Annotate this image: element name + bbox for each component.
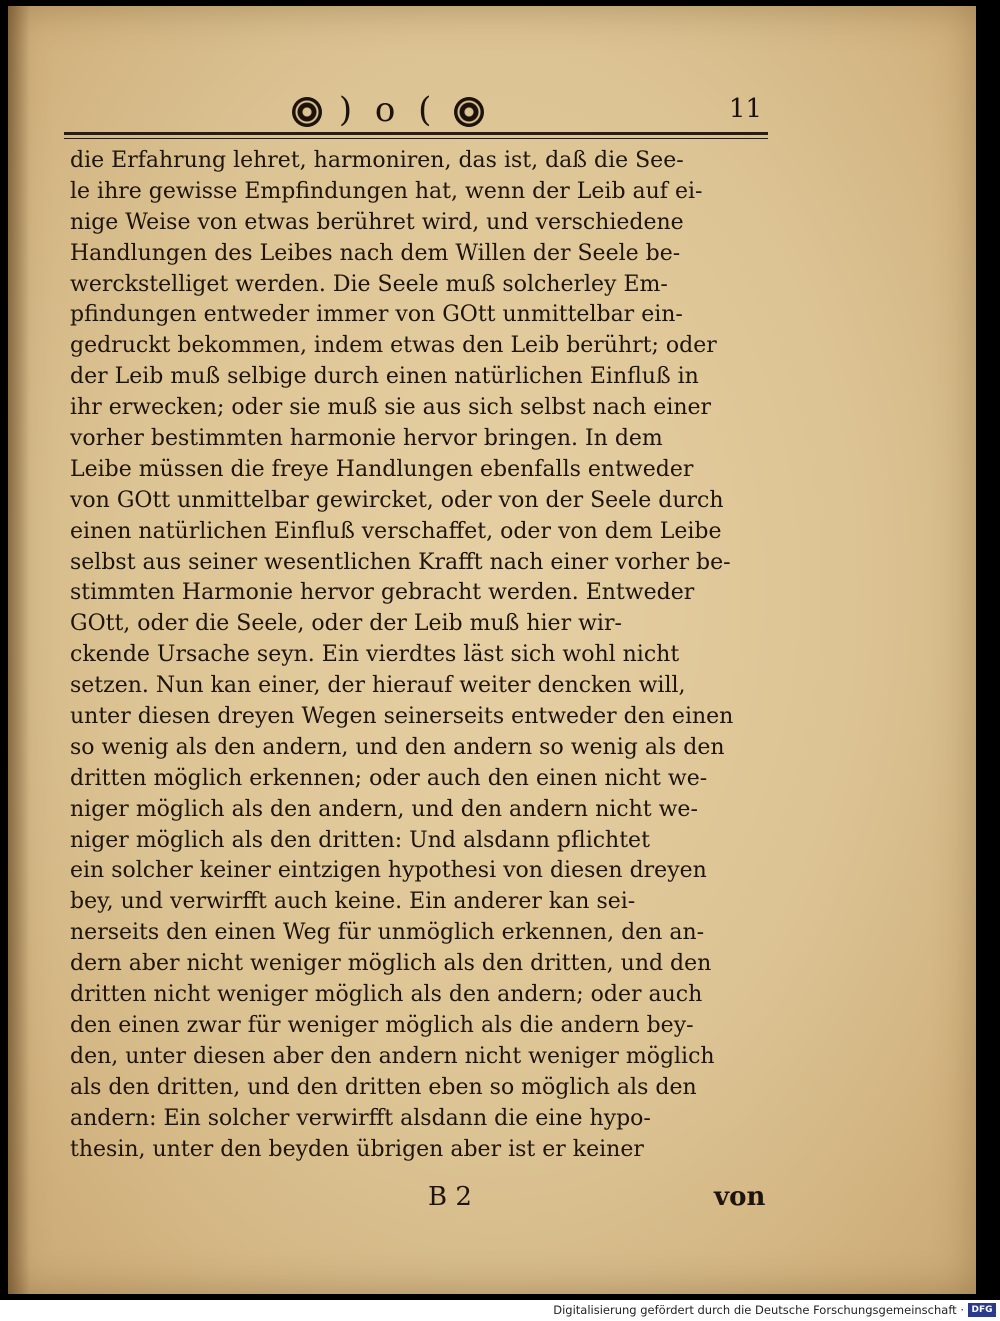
text-line: ckende Ursache seyn. Ein vierdtes läst sich wohl nicht <box>70 642 680 668</box>
dfg-logo: DFG <box>968 1303 996 1317</box>
text-line: nerseits den einen Weg für unmöglich erkennen, den an- <box>70 920 705 946</box>
text-line: dritten nicht weniger möglich als den andern; oder auch <box>70 982 703 1008</box>
text-line: pfindungen entweder immer von GOtt unmittelbar ein- <box>70 302 683 328</box>
text-line: den, unter diesen aber den andern nicht weniger möglich <box>70 1043 715 1069</box>
text-line: Leibe müssen die freye Handlungen ebenfalls entweder <box>70 456 694 482</box>
text-line: GOtt, oder die Seele, oder der Leib muß hier wir- <box>70 611 622 637</box>
text-line: der Leib muß selbige durch einen natürlichen Einfluß in <box>70 364 699 390</box>
text-line: werckstelliget werden. Die Seele muß solcherley Em- <box>70 271 668 297</box>
text-line: vorher bestimmten harmonie hervor bringen. In dem <box>70 426 663 452</box>
text-line: unter diesen dreyen Wegen seinerseits entweder den einen <box>70 704 734 730</box>
flower-ornament-icon <box>454 97 484 127</box>
text-line: Handlungen des Leibes nach dem Willen der Seele be- <box>70 240 681 266</box>
text-line: niger möglich als den andern, und den andern nicht we- <box>70 796 698 822</box>
text-line: dritten möglich erkennen; oder auch den einen nicht we- <box>70 765 708 791</box>
header-rule <box>64 132 768 135</box>
body-text <box>70 146 770 1165</box>
credit-bar <box>0 1300 1000 1321</box>
header-rule-thin <box>64 138 768 139</box>
page-number: 11 <box>728 94 762 124</box>
text-line: einen natürlichen Einfluß verschaffet, oder von dem Leibe <box>70 518 722 544</box>
page-header <box>64 84 768 136</box>
text-line: bey, und verwirfft auch keine. Ein anderer kan sei- <box>70 889 636 915</box>
text-line: ihr erwecken; oder sie muß sie aus sich selbst nach einer <box>70 395 712 421</box>
text-line: als den dritten, und den dritten eben so möglich als den <box>70 1074 697 1100</box>
text-line: den einen zwar für weniger möglich als die andern bey- <box>70 1012 694 1038</box>
text-line: gedruckt bekommen, indem etwas den Leib berührt; oder <box>70 333 717 359</box>
text-line: stimmten Harmonie hervor gebracht werden. Entweder <box>70 580 695 606</box>
header-ornament <box>292 90 484 130</box>
text-line: von GOtt unmittelbar gewircket, oder von der Seele durch <box>70 487 724 513</box>
text-line: ein solcher keiner eintzigen hypothesi von diesen dreyen <box>70 858 707 884</box>
catchword: von <box>714 1182 766 1212</box>
book-page <box>8 6 976 1294</box>
text-line: so wenig als den andern, und den andern so wenig als den <box>70 734 725 760</box>
signature-mark: B 2 <box>428 1182 472 1212</box>
text-line: niger möglich als den dritten: Und alsdann pflichtet <box>70 827 650 853</box>
text-line: thesin, unter den beyden übrigen aber ist er keiner <box>70 1136 644 1162</box>
text-line: andern: Ein solcher verwirfft alsdann die eine hypo- <box>70 1105 651 1131</box>
text-line: nige Weise von etwas berühret wird, und verschiedene <box>70 209 684 235</box>
text-line: setzen. Nun kan einer, der hierauf weiter dencken will, <box>70 673 686 699</box>
text-line: le ihre gewisse Empfindungen hat, wenn der Leib auf ei- <box>70 178 703 204</box>
flower-ornament-icon <box>292 97 322 127</box>
text-line: die Erfahrung lehret, harmoniren, das ist, daß die See- <box>70 148 684 173</box>
ornament-text: ) o ( <box>338 90 438 130</box>
text-line: selbst aus seiner wesentlichen Krafft nach einer vorher be- <box>70 549 731 575</box>
text-line: dern aber nicht weniger möglich als den dritten, und den <box>70 951 712 977</box>
credit-text: Digitalisierung gefördert durch die Deutsche Forschungsgemeinschaft · <box>553 1303 964 1317</box>
